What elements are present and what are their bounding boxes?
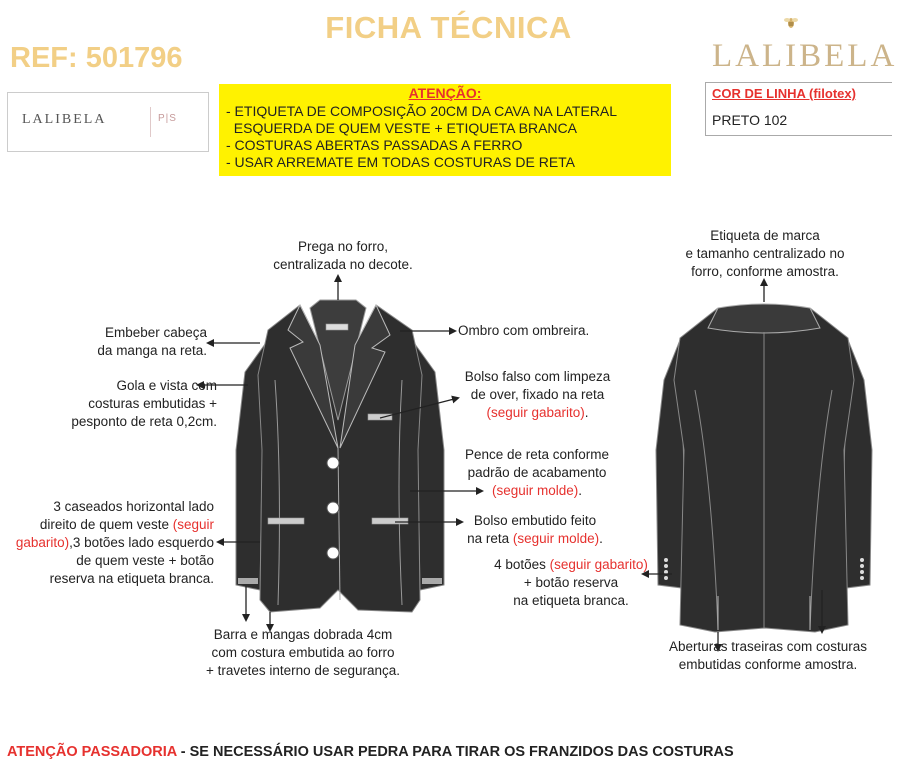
reference-number: REF: 501796 (10, 42, 183, 74)
note-line: Pence de reta conforme (464, 447, 610, 462)
page-title: FICHA TÉCNICA (325, 10, 572, 45)
note-line: Embeber cabeça (104, 325, 207, 340)
footer-label: ATENÇÃO PASSADORIA (7, 744, 177, 760)
note-highlight: (seguir (172, 517, 214, 532)
note-aberturas-traseiras (648, 638, 888, 674)
attention-line: - USAR ARREMATE EM TODAS COSTURAS DE RETA (226, 154, 576, 170)
logo-tag: P|S (158, 113, 177, 124)
note-highlight: (seguir molde) (491, 483, 579, 498)
note-line: Gola e vista com (116, 378, 217, 393)
note-text: 4 botões (494, 557, 550, 572)
note-line: Barra e mangas dobrada 4cm (213, 627, 393, 642)
note-highlight: (seguir gabarito) (549, 557, 648, 572)
note-line (2, 516, 214, 534)
note-line (2, 534, 214, 552)
back-jacket-drawing (656, 304, 872, 632)
note-line (476, 556, 666, 574)
note-line: na etiqueta branca. (513, 593, 629, 608)
note-line: Bolso falso com limpeza (464, 369, 611, 384)
note-line: Prega no forro, (297, 239, 389, 254)
note-line: com costura embutida ao forro (211, 645, 395, 660)
attention-line: - ETIQUETA DE COMPOSIÇÃO 20CM DA CAVA NA LATERAL (226, 103, 618, 119)
footer-text: - SE NECESSÁRIO USAR PEDRA PARA TIRAR OS FRANZIDOS DAS COSTURAS (176, 744, 734, 760)
note-text: . (584, 405, 589, 420)
note-line: Etiqueta de marca (710, 228, 820, 243)
note-highlight: (seguir molde) (512, 531, 600, 546)
note-pence (450, 446, 624, 500)
note-highlight: (seguir gabarito) (486, 405, 585, 420)
note-botoes-manga (476, 556, 666, 610)
note-etiqueta-marca (664, 227, 866, 281)
note-prega-forro (258, 238, 428, 274)
note-gola-vista (42, 377, 217, 431)
attention-line: ESQUERDA DE QUEM VESTE + ETIQUETA BRANCA (226, 120, 577, 136)
note-line: de quem veste + botão (76, 553, 214, 568)
note-embeber-manga (75, 324, 207, 360)
note-line: costuras embutidas + (88, 396, 217, 411)
note-line: pesponto de reta 0,2cm. (71, 414, 217, 429)
note-line: + travetes interno de segurança. (206, 663, 400, 678)
brand-wordmark: LALIBELA (712, 38, 897, 74)
logo-brand-text: LALIBELA (22, 112, 107, 127)
note-line: Aberturas traseiras com costuras (668, 639, 868, 654)
note-line: da manga na reta. (97, 343, 207, 358)
note-text: ,3 botões lado esquerdo (69, 535, 214, 550)
note-line: + botão reserva (523, 575, 619, 590)
note-line (450, 482, 624, 500)
note-line: 3 caseados horizontal lado (53, 499, 214, 514)
thread-color-heading: COR DE LINHA (filotex) (712, 86, 856, 101)
note-text: direito de quem veste (39, 517, 173, 532)
note-line: de over, fixado na reta (470, 387, 605, 402)
note-text: . (599, 531, 603, 546)
note-bolso-falso (450, 368, 625, 422)
note-text: . (578, 483, 583, 498)
note-line: reserva na etiqueta branca. (49, 571, 214, 586)
attention-line: - COSTURAS ABERTAS PASSADAS A FERRO (226, 137, 523, 153)
note-line (456, 530, 614, 548)
note-barra-mangas (188, 626, 418, 680)
note-line: embutidas conforme amostra. (678, 657, 858, 672)
note-highlight: gabarito) (15, 535, 70, 550)
attention-heading: ATENÇÃO: (408, 85, 482, 101)
note-text: na reta (467, 531, 513, 546)
note-line: padrão de acabamento (467, 465, 607, 480)
front-jacket-drawing (236, 300, 444, 612)
note-line: e tamanho centralizado no (685, 246, 845, 261)
footer-warning (7, 744, 734, 760)
note-line (450, 404, 625, 422)
note-line: forro, conforme amostra. (691, 264, 839, 279)
note-line: centralizada no decote. (273, 257, 413, 272)
note-line: Bolso embutido feito (473, 513, 597, 528)
note-caseados (2, 498, 214, 588)
thread-color-value: PRETO 102 (712, 112, 788, 128)
note-bolso-embutido (456, 512, 614, 548)
note-ombro: Ombro com ombreira. (458, 323, 590, 338)
